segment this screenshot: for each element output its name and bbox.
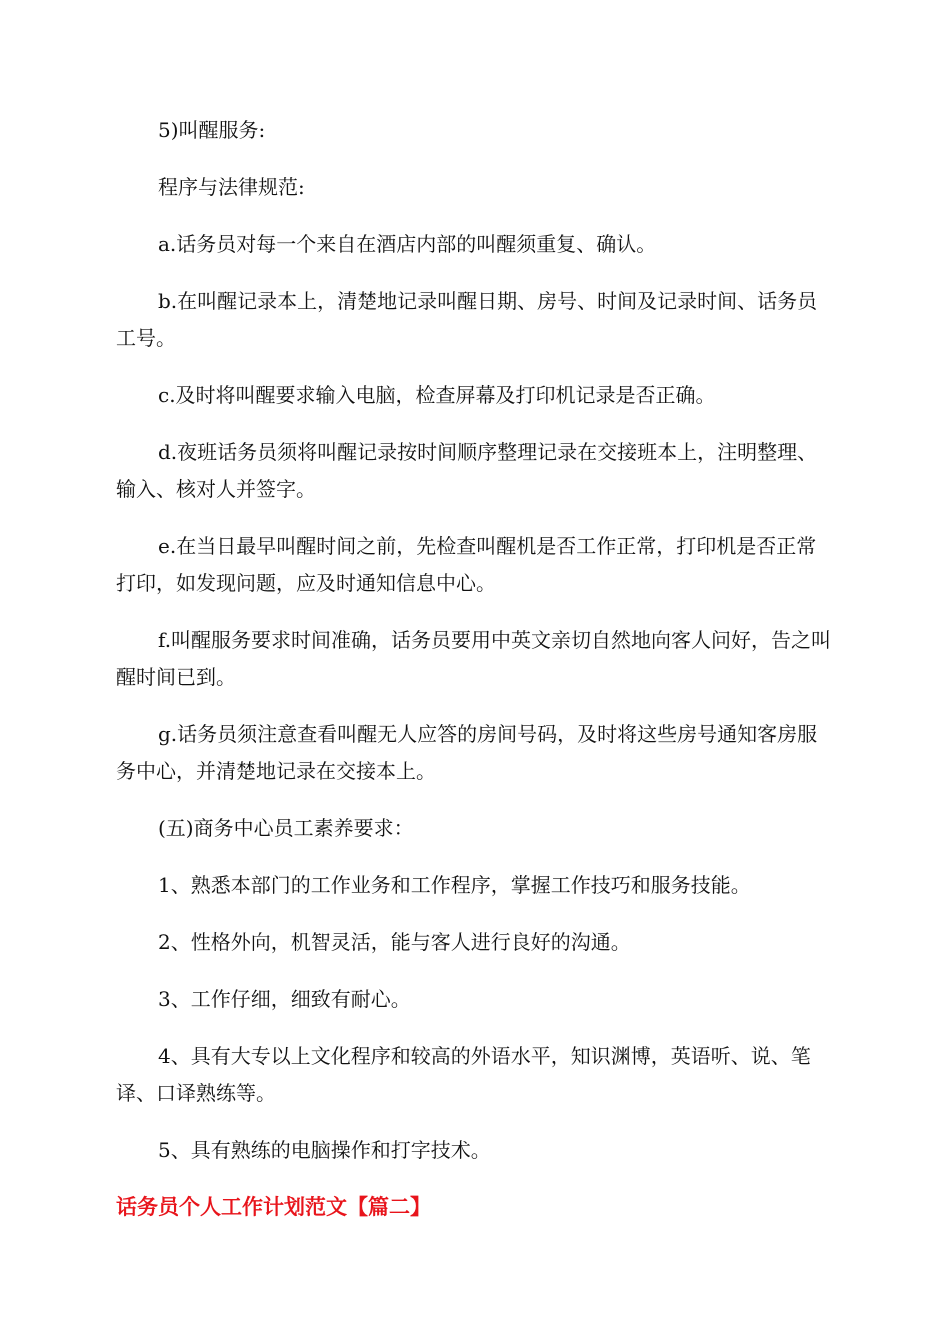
paragraph-requirement-3: 3、工作仔细，细致有耐心。	[158, 987, 411, 1011]
paragraph-section-five: (五)商务中心员工素养要求：	[158, 816, 414, 840]
paragraph-requirement-4: 4、具有大专以上文化程序和较高的外语水平，知识渊博，英语听、说、笔译、口译熟练等。	[116, 1044, 811, 1105]
paragraph-requirement-5: 5、具有熟练的电脑操作和打字技术。	[158, 1138, 491, 1162]
document-body	[116, 112, 836, 1226]
paragraph-item-c: c.及时将叫醒要求输入电脑，检查屏幕及打印机记录是否正确。	[158, 383, 716, 407]
paragraph-requirement-1: 1、熟悉本部门的工作业务和工作程序，掌握工作技巧和服务技能。	[158, 873, 751, 897]
paragraph-wakeup-title: 5)叫醒服务:	[158, 118, 266, 142]
section-heading: 话务员个人工作计划范文【篇二】	[116, 1195, 431, 1219]
paragraph-item-a: a.话务员对每一个来自在酒店内部的叫醒须重复、确认。	[158, 232, 657, 256]
paragraph-item-b: b.在叫醒记录本上，清楚地记录叫醒日期、房号、时间及记录时间、话务员工号。	[116, 289, 818, 350]
paragraph-item-f: f.叫醒服务要求时间准确，话务员要用中英文亲切自然地向客人问好，告之叫醒时间已到。	[116, 628, 832, 689]
paragraph-requirement-2: 2、性格外向，机智灵活，能与客人进行良好的沟通。	[158, 930, 631, 954]
paragraph-item-d: d.夜班话务员须将叫醒记录按时间顺序整理记录在交接班本上，注明整理、输入、核对人并签字。	[116, 440, 818, 501]
paragraph-procedure-title: 程序与法律规范:	[158, 175, 305, 199]
paragraph-item-g: g.话务员须注意查看叫醒无人应答的房间号码，及时将这些房号通知客房服务中心，并清楚地记录在交接本上。	[116, 722, 818, 783]
paragraph-item-e: e.在当日最早叫醒时间之前，先检查叫醒机是否工作正常，打印机是否正常打印，如发现问题，应及时通知信息中心。	[116, 534, 817, 595]
